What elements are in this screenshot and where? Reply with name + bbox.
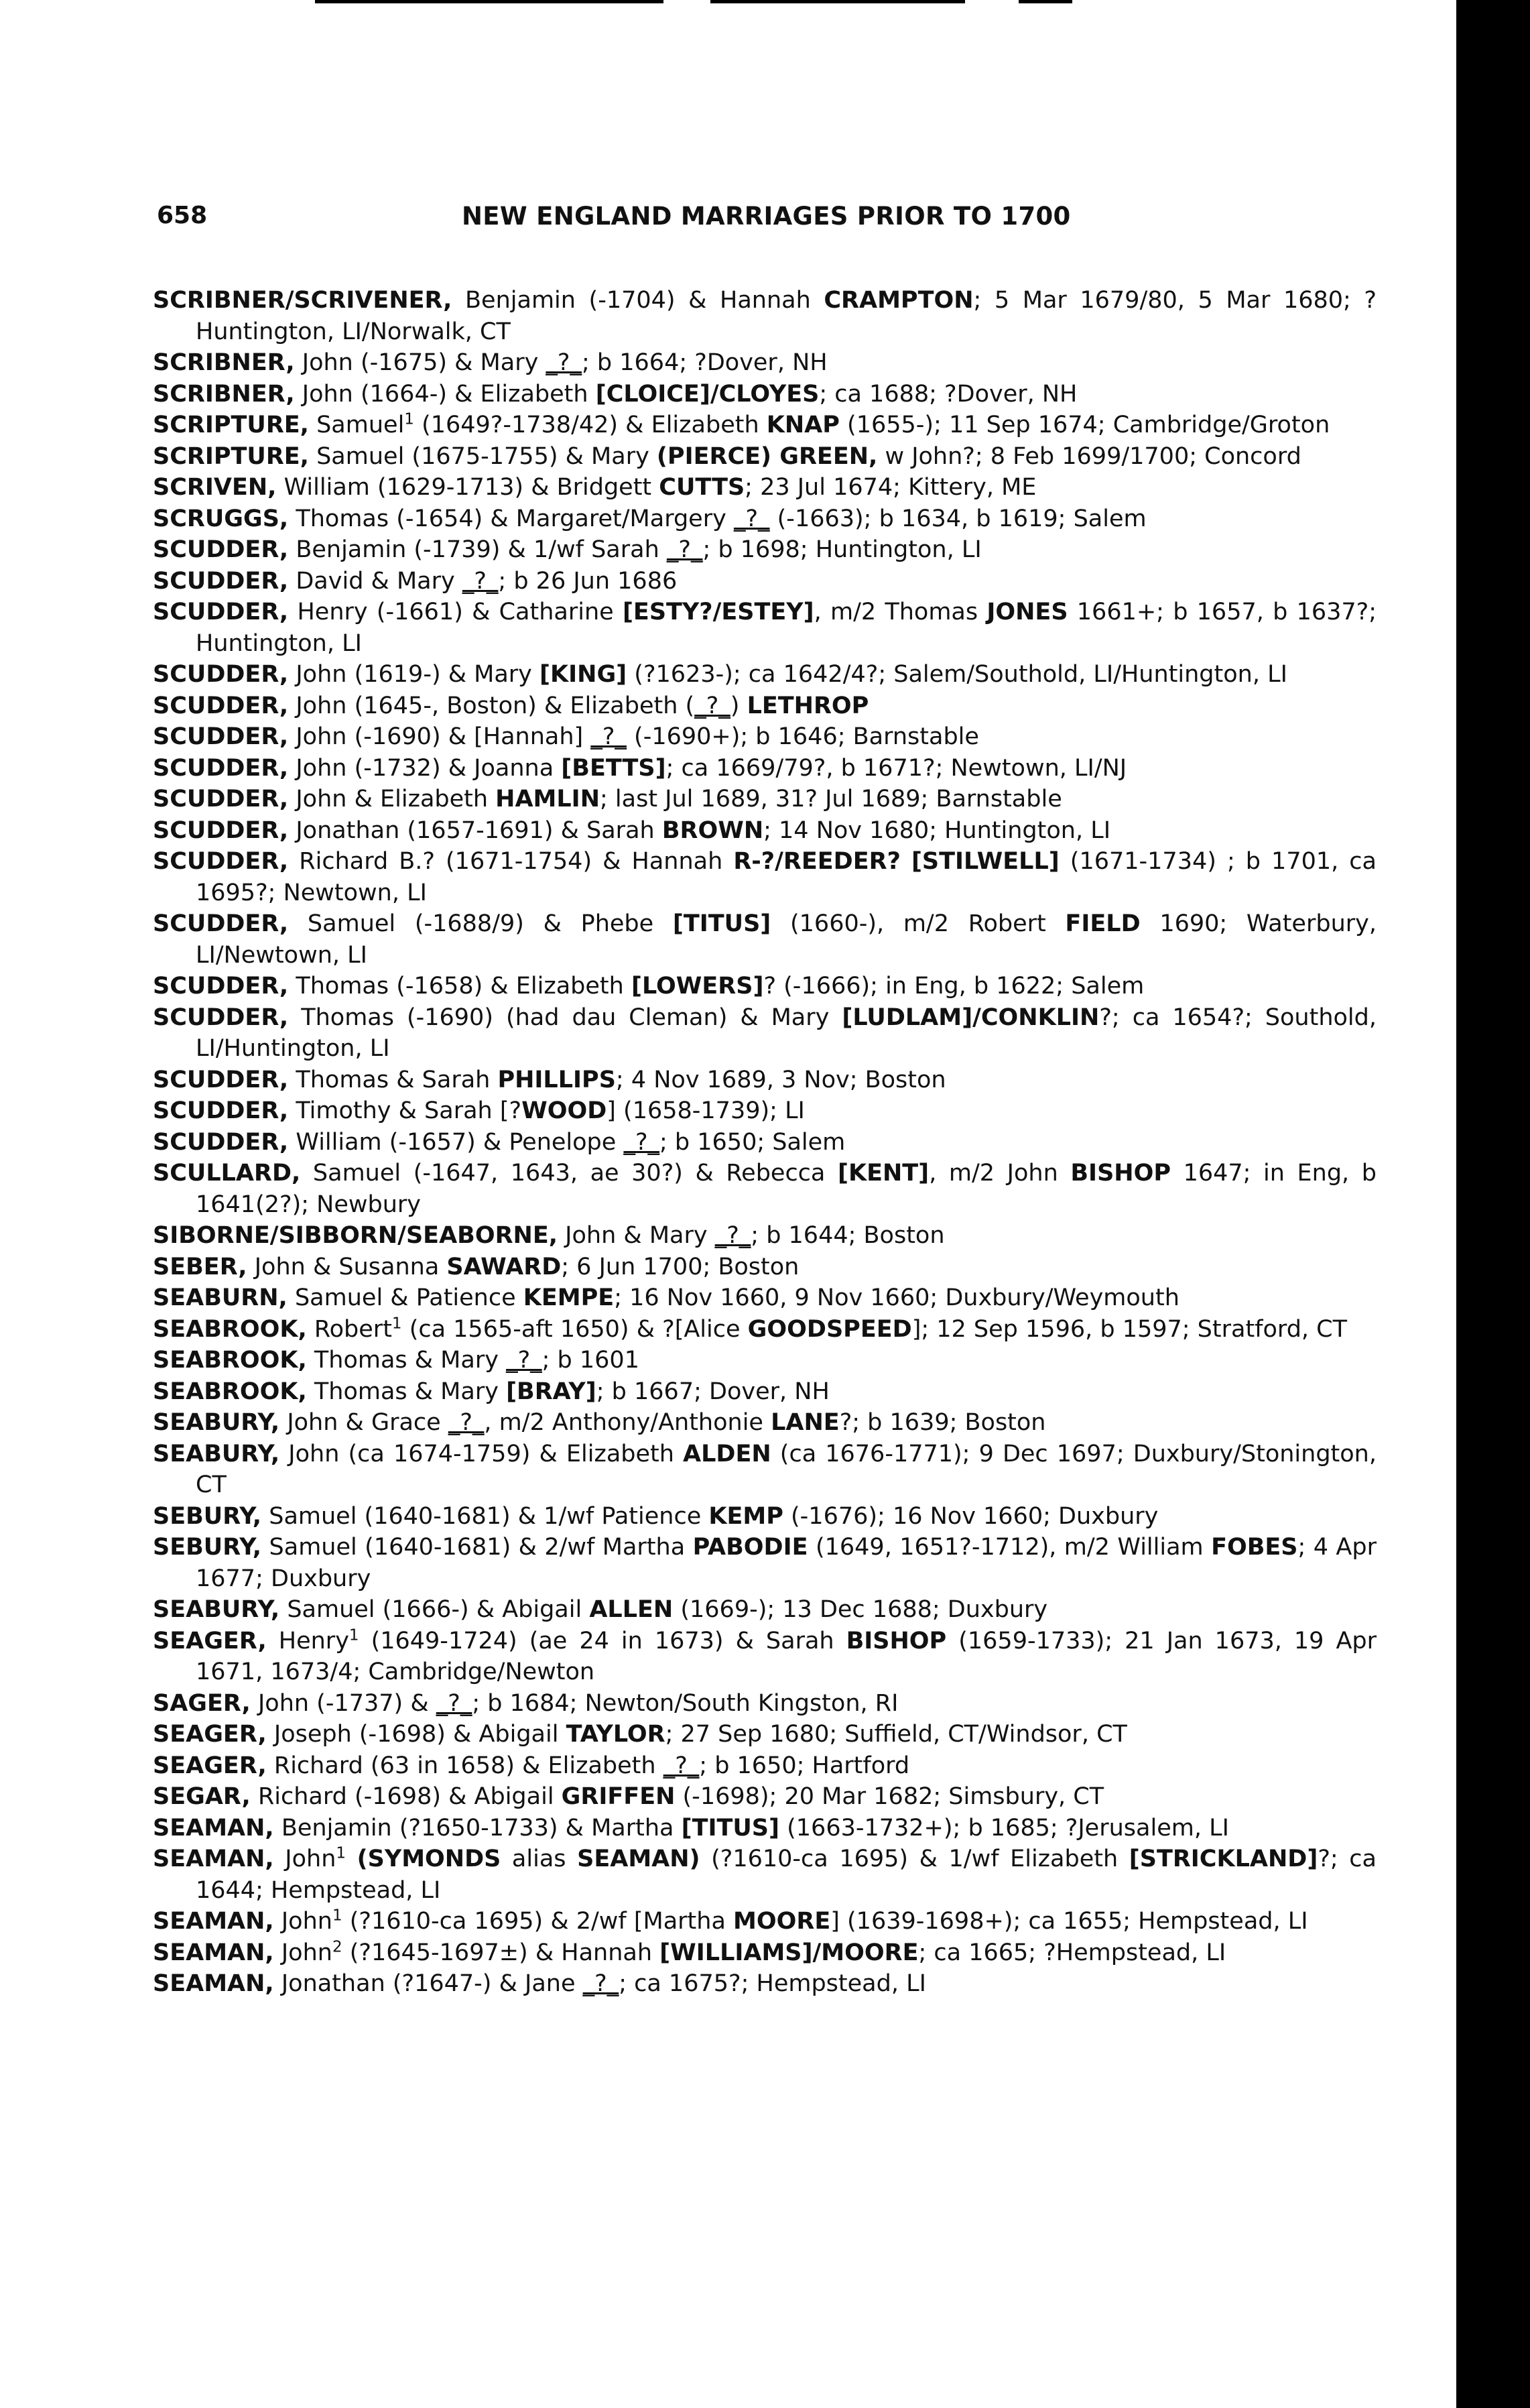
entry-text: Samuel (-1688/9) & Phebe: [288, 910, 673, 937]
unknown-name-blank: _?_: [506, 1347, 542, 1374]
entry-text: Benjamin (-1739) & 1/wf Sarah: [288, 536, 667, 563]
marriage-entry: [153, 503, 1377, 535]
entry-text: William (1629-1713) & Bridgett: [276, 474, 659, 501]
entry-text: Samuel: [308, 412, 405, 438]
scan-mark: [315, 0, 663, 3]
surname: [BRAY]: [506, 1378, 596, 1405]
entry-text: Thomas & Sarah: [288, 1066, 498, 1093]
surname: SIBORNE/SIBBORN/SEABORNE,: [153, 1222, 558, 1249]
entry-text: John & Susanna: [247, 1253, 447, 1280]
entry-text: Samuel (1666-) & Abigail: [279, 1596, 590, 1623]
marriage-entry: [153, 908, 1377, 971]
surname: SCUDDER,: [153, 599, 289, 625]
surname: SEBURY,: [153, 1502, 262, 1530]
marriage-entry: [153, 1065, 1377, 1096]
surname: HAMLIN: [495, 786, 600, 812]
entry-text: ; b 1698; Huntington, LI: [702, 536, 982, 563]
marriage-entry: [153, 1688, 1377, 1720]
surname: SAGER,: [153, 1689, 251, 1717]
surname: [TITUS]: [672, 910, 771, 937]
marriage-entry: [153, 1501, 1377, 1532]
entry-text: alias: [501, 1846, 578, 1872]
marriage-entry: [153, 1968, 1377, 2000]
entry-text: ; 4 Apr 1677; Duxbury: [196, 1534, 1377, 1592]
unknown-name-blank: _?_: [590, 723, 627, 750]
surname: SCUDDER,: [153, 1004, 289, 1031]
entry-text: ; last Jul 1689, 31? Jul 1689; Barnstable: [600, 786, 1062, 812]
marriage-entry: [153, 472, 1377, 503]
entry-text: Richard (63 in 1658) & Elizabeth: [266, 1752, 663, 1779]
marriage-entry: [153, 597, 1377, 659]
surname: GOODSPEED: [747, 1315, 912, 1343]
entry-text: Timothy & Sarah [?: [288, 1097, 522, 1124]
entry-text: (1649-1724) (ae 24 in 1673) & Sarah: [359, 1627, 846, 1654]
entry-text: Jonathan (?1647-) & Jane: [273, 1970, 583, 1997]
generation-superscript: 1: [336, 1844, 346, 1862]
unknown-name-blank: _?_: [694, 692, 730, 719]
surname: CRAMPTON: [824, 287, 974, 314]
entry-text: ; ca 1688; ?Dover, NH: [819, 380, 1078, 408]
unknown-name-blank: _?_: [448, 1409, 485, 1436]
surname: [LUDLAM]/CONKLIN: [842, 1004, 1100, 1031]
surname: [CLOICE]/CLOYES: [595, 380, 820, 408]
surname: SEAMAN,: [153, 1939, 274, 1966]
marriage-entry: [153, 721, 1377, 753]
entry-text: ; ca 1665; ?Hempstead, LI: [918, 1939, 1226, 1966]
marriage-entry: [153, 1813, 1377, 1844]
entry-text: Thomas & Mary: [306, 1347, 507, 1374]
surname: SCUDDER,: [153, 692, 289, 719]
entry-text: Jonathan (1657-1691) & Sarah: [288, 817, 662, 844]
surname: SEAMAN,: [153, 1814, 274, 1842]
marriage-entry: [153, 1719, 1377, 1750]
entry-text: (-1663); b 1634, b 1619; Salem: [769, 505, 1147, 532]
surname: SEAGER,: [153, 1752, 267, 1779]
generation-superscript: 1: [332, 1907, 342, 1925]
marriage-entry: [153, 534, 1377, 566]
marriage-entry: [153, 285, 1377, 347]
entry-text: Thomas (-1654) & Margaret/Margery: [288, 505, 734, 532]
entry-text: ?; b 1639; Boston: [839, 1409, 1046, 1436]
entry-text: (1659-1733); 21 Jan 1673, 19 Apr 1671, 1673/4; Cambridge/Newton: [196, 1627, 1377, 1685]
surname: SEAGER,: [153, 1721, 267, 1748]
scan-mark: [1019, 0, 1072, 3]
surname: [TITUS]: [681, 1814, 779, 1842]
marriage-entry: [153, 1781, 1377, 1813]
surname: PABODIE: [692, 1534, 808, 1561]
marriage-entry: [153, 1906, 1377, 1937]
entry-text: ; 16 Nov 1660, 9 Nov 1660; Duxbury/Weymouth: [614, 1284, 1180, 1311]
entry-text: (-1698); 20 Mar 1682; Simsbury, CT: [675, 1783, 1104, 1810]
generation-superscript: 1: [391, 1314, 402, 1332]
entry-text: Richard (-1698) & Abigail: [250, 1783, 562, 1810]
entry-text: John (-1737) &: [250, 1689, 436, 1717]
entry-text: [901, 848, 911, 875]
surname: SEAGER,: [153, 1627, 267, 1654]
entry-text: Samuel (1640-1681) & 1/wf Patience: [261, 1502, 709, 1530]
entry-text: Benjamin (-1704) & Hannah: [452, 287, 824, 314]
surname: BISHOP: [1070, 1160, 1171, 1187]
entry-text: (-1676); 16 Nov 1660; Duxbury: [783, 1502, 1159, 1530]
entry-text: (?1610-ca 1695) & 2/wf [Martha: [342, 1908, 734, 1935]
surname: ALLEN: [589, 1596, 674, 1623]
unknown-name-blank: _?_: [582, 1970, 619, 1997]
surname: SCRIPTURE,: [153, 442, 309, 470]
entry-text: ; b 1684; Newton/South Kingston, RI: [472, 1689, 899, 1717]
surname: SEAMAN,: [153, 1970, 274, 1997]
surname: SCUDDER,: [153, 1066, 289, 1093]
marriage-entry: [153, 971, 1377, 1002]
scan-edge-marks: [0, 0, 1456, 5]
marriage-entry: [153, 1220, 1377, 1252]
surname: [LOWERS]: [631, 973, 764, 1000]
marriage-entry: [153, 815, 1377, 847]
entry-text: Thomas (-1658) & Elizabeth: [288, 973, 631, 1000]
entry-text: (1660-), m/2 Robert: [771, 910, 1066, 937]
unknown-name-blank: _?_: [623, 1128, 660, 1156]
entry-text: Henry: [266, 1627, 349, 1654]
entry-text: (1649?-1738/42) & Elizabeth: [413, 412, 767, 438]
entry-text: ; b 1644; Boston: [751, 1222, 945, 1249]
entry-text: ; ca 1669/79?, b 1671?; Newtown, LI/NJ: [665, 754, 1127, 782]
surname: KEMPE: [523, 1284, 615, 1311]
entry-text: ? (-1666); in Eng, b 1622; Salem: [763, 973, 1145, 1000]
surname: SEBURY,: [153, 1534, 262, 1561]
surname: LETHROP: [747, 692, 869, 719]
marriage-entry: [153, 1532, 1377, 1594]
entry-text: Samuel (1675-1755) & Mary: [308, 442, 657, 470]
surname: SCRIPTURE,: [153, 412, 309, 438]
entry-text: ?; ca 1644; Hempstead, LI: [196, 1846, 1377, 1904]
surname: R-?/REEDER?: [733, 848, 901, 875]
marriage-entry: [153, 1376, 1377, 1408]
surname: PHILLIPS: [497, 1066, 616, 1093]
surname: SCUDDER,: [153, 754, 289, 782]
marriage-entry: [153, 441, 1377, 473]
entry-text: 1690; Waterbury, LI/Newtown, LI: [196, 910, 1377, 969]
marriage-entry: [153, 690, 1377, 722]
entry-text: John: [273, 1939, 332, 1966]
surname: SEABURN,: [153, 1284, 288, 1311]
surname: [WILLIAMS]/MOORE: [659, 1939, 919, 1966]
marriage-entry: [153, 347, 1377, 379]
entry-text: ; b 26 Jun 1686: [498, 567, 678, 595]
surname: SCUDDER,: [153, 536, 289, 563]
entry-text: ; b 1667; Dover, NH: [596, 1378, 830, 1405]
surname: SCUDDER,: [153, 786, 289, 812]
marriage-entry: [153, 1158, 1377, 1220]
surname: JONES: [986, 599, 1068, 625]
entry-text: (1663-1732+); b 1685; ?Jerusalem, LI: [779, 1814, 1229, 1842]
unknown-name-blank: _?_: [546, 349, 582, 376]
surname: SCUDDER,: [153, 1097, 289, 1124]
entry-text: (1655-); 11 Sep 1674; Cambridge/Groton: [839, 412, 1330, 438]
surname: SCRIBNER/SCRIVENER,: [153, 287, 452, 314]
entry-text: ; ca 1675?; Hempstead, LI: [619, 1970, 926, 1997]
marriage-entry: [153, 1002, 1377, 1065]
marriage-entry: [153, 566, 1377, 597]
surname: KNAP: [766, 412, 840, 438]
marriage-entry: [153, 1844, 1377, 1906]
surname: SEAMAN,: [153, 1846, 274, 1872]
surname: SEABROOK,: [153, 1347, 307, 1374]
entry-text: ; 23 Jul 1674; Kittery, ME: [745, 474, 1037, 501]
surname: KEMP: [708, 1502, 783, 1530]
surname: CUTTS: [659, 474, 745, 501]
entry-text: (?1623-); ca 1642/4?; Salem/Southold, LI/Huntington, LI: [627, 661, 1287, 688]
entry-text: ; b 1664; ?Dover, NH: [582, 349, 828, 376]
entry-text: [346, 1846, 357, 1872]
entry-text: (1669-); 13 Dec 1688; Duxbury: [673, 1596, 1048, 1623]
surname: SEABURY,: [153, 1440, 280, 1467]
surname: SEGAR,: [153, 1783, 251, 1810]
surname: SAWARD: [446, 1253, 562, 1280]
surname: LANE: [771, 1409, 840, 1436]
surname: SCUDDER,: [153, 661, 289, 688]
marriage-entry: [153, 1626, 1377, 1688]
marriage-entry: [153, 846, 1377, 908]
generation-superscript: 1: [348, 1626, 359, 1644]
marriage-entry: [153, 1252, 1377, 1283]
entry-text: John & Mary: [558, 1222, 715, 1249]
entry-text: Samuel (-1647, 1643, ae 30?) & Rebecca: [300, 1160, 838, 1187]
marriage-entry: [153, 1407, 1377, 1439]
surname: SEAMAN,: [153, 1908, 274, 1935]
marriage-entry: [153, 784, 1377, 815]
marriage-entry: [153, 1127, 1377, 1158]
entry-text: ?; ca 1654?; Southold, LI/Huntington, LI: [196, 1004, 1377, 1062]
entry-text: John (-1675) & Mary: [294, 349, 546, 376]
surname: SEBER,: [153, 1253, 247, 1280]
entry-text: (-1690+); b 1646; Barnstable: [626, 723, 979, 750]
entry-text: (1671-1734) ; b 1701, ca 1695?; Newtown, LI: [196, 848, 1377, 906]
entry-text: ] (1658-1739); LI: [607, 1097, 805, 1124]
surname: SCRIBNER,: [153, 380, 295, 408]
surname: SCUDDER,: [153, 723, 289, 750]
entry-text: Samuel & Patience: [287, 1284, 523, 1311]
marriage-entry: [153, 1594, 1377, 1626]
entry-text: 1661+; b 1657, b 1637?; Huntington, LI: [196, 599, 1377, 657]
surname: ALDEN: [683, 1440, 771, 1467]
entry-text: (ca 1565-aft 1650) & ?[Alice: [401, 1315, 748, 1343]
surname: TAYLOR: [566, 1721, 665, 1748]
unknown-name-blank: _?_: [663, 1752, 700, 1779]
marriage-entry: [153, 1439, 1377, 1501]
surname: [BETTS]: [561, 754, 666, 782]
entry-text: Thomas & Mary: [306, 1378, 507, 1405]
surname: MOORE: [733, 1908, 831, 1935]
marriage-entries-list: [153, 285, 1377, 2000]
page-number: 658: [157, 202, 208, 229]
marriage-entry: [153, 659, 1377, 690]
entry-text: , m/2 Thomas: [814, 599, 987, 625]
entry-text: John (ca 1674-1759) & Elizabeth: [279, 1440, 684, 1467]
entry-text: (1649, 1651?-1712), m/2 William: [808, 1534, 1212, 1561]
entry-text: ] (1639-1698+); ca 1655; Hempstead, LI: [830, 1908, 1308, 1935]
entry-text: Robert: [306, 1315, 392, 1343]
entry-text: John: [273, 1908, 332, 1935]
entry-text: ; b 1650; Hartford: [699, 1752, 910, 1779]
entry-text: Henry (-1661) & Catharine: [288, 599, 623, 625]
surname: [KING]: [539, 661, 627, 688]
entry-text: John: [273, 1846, 336, 1872]
entry-text: John & Elizabeth: [288, 786, 496, 812]
entry-text: (ca 1676-1771); 9 Dec 1697; Duxbury/Stonington, CT: [196, 1440, 1377, 1498]
entry-text: William (-1657) & Penelope: [288, 1128, 624, 1156]
entry-text: John (-1732) & Joanna: [288, 754, 562, 782]
surname: SCRUGGS,: [153, 505, 289, 532]
entry-text: ; 6 Jun 1700; Boston: [561, 1253, 800, 1280]
surname: SCULLARD,: [153, 1160, 301, 1187]
surname: SCUDDER,: [153, 817, 289, 844]
surname: GRIFFEN: [561, 1783, 676, 1810]
marriage-entry: [153, 379, 1377, 410]
marriage-entry: [153, 1314, 1377, 1345]
entry-text: John (1645-, Boston) & Elizabeth (: [288, 692, 695, 719]
scan-mark: [710, 0, 965, 3]
running-head-title: NEW ENGLAND MARRIAGES PRIOR TO 1700: [462, 202, 1071, 231]
surname: [KENT]: [837, 1160, 930, 1187]
entry-text: , m/2 John: [929, 1160, 1071, 1187]
entry-text: ; 5 Mar 1679/80, 5 Mar 1680; ?Huntington, LI/Norwalk, CT: [196, 287, 1377, 345]
marriage-entry: [153, 1095, 1377, 1127]
entry-text: ; 4 Nov 1689, 3 Nov; Boston: [615, 1066, 946, 1093]
generation-superscript: 1: [404, 410, 414, 428]
unknown-name-blank: _?_: [714, 1222, 751, 1249]
unknown-name-blank: _?_: [462, 567, 499, 595]
marriage-entry: [153, 1937, 1377, 1969]
entry-text: ; b 1650; Salem: [659, 1128, 846, 1156]
unknown-name-blank: _?_: [733, 505, 770, 532]
marriage-entry: [153, 1750, 1377, 1782]
surname: SEABROOK,: [153, 1378, 307, 1405]
surname: SEAMAN): [577, 1846, 700, 1872]
surname: BISHOP: [846, 1627, 947, 1654]
entry-text: ]; 12 Sep 1596, b 1597; Stratford, CT: [911, 1315, 1347, 1343]
unknown-name-blank: _?_: [666, 536, 703, 563]
entry-text: ; b 1601: [541, 1347, 639, 1374]
surname: SCUDDER,: [153, 973, 289, 1000]
surname: (PIERCE) GREEN,: [656, 442, 878, 470]
surname: (SYMONDS: [357, 1846, 501, 1872]
surname: SCUDDER,: [153, 1128, 289, 1156]
entry-text: Samuel (1640-1681) & 2/wf Martha: [261, 1534, 693, 1561]
entry-text: Richard B.? (1671-1754) & Hannah: [288, 848, 734, 875]
surname: FOBES: [1211, 1534, 1298, 1561]
marriage-entry: [153, 410, 1377, 441]
entry-text: ): [730, 692, 747, 719]
entry-text: John (1619-) & Mary: [288, 661, 540, 688]
entry-text: w John?; 8 Feb 1699/1700; Concord: [877, 442, 1301, 470]
entry-text: John (-1690) & [Hannah]: [288, 723, 591, 750]
entry-text: David & Mary: [288, 567, 462, 595]
surname: FIELD: [1065, 910, 1141, 937]
entry-text: Joseph (-1698) & Abigail: [266, 1721, 566, 1748]
entry-text: (?1610-ca 1695) & 1/wf Elizabeth: [700, 1846, 1129, 1872]
surname: SCRIVEN,: [153, 474, 277, 501]
entry-text: Thomas (-1690) (had dau Cleman) & Mary: [288, 1004, 842, 1031]
surname: SCUDDER,: [153, 848, 289, 875]
marriage-entry: [153, 753, 1377, 784]
page-header: [157, 198, 1390, 238]
surname: SEABROOK,: [153, 1315, 307, 1343]
entry-text: Benjamin (?1650-1733) & Martha: [273, 1814, 682, 1842]
marriage-entry: [153, 1282, 1377, 1314]
surname: SEABURY,: [153, 1409, 280, 1436]
surname: [ESTY?/ESTEY]: [622, 599, 814, 625]
unknown-name-blank: _?_: [436, 1689, 472, 1717]
surname: SCRIBNER,: [153, 349, 295, 376]
generation-superscript: 2: [332, 1937, 342, 1955]
scan-dark-margin: [1456, 0, 1530, 2408]
surname: SEABURY,: [153, 1596, 280, 1623]
entry-text: 1647; in Eng, b 1641(2?); Newbury: [196, 1160, 1377, 1218]
entry-text: John & Grace: [279, 1409, 448, 1436]
surname: SCUDDER,: [153, 567, 289, 595]
entry-text: ; 27 Sep 1680; Suffield, CT/Windsor, CT: [665, 1721, 1127, 1748]
surname: [STILWELL]: [911, 848, 1060, 875]
entry-text: ; 14 Nov 1680; Huntington, LI: [763, 817, 1111, 844]
entry-text: , m/2 Anthony/Anthonie: [484, 1409, 771, 1436]
entry-text: (?1645-1697±) & Hannah: [342, 1939, 660, 1966]
surname: BROWN: [661, 817, 764, 844]
surname: [STRICKLAND]: [1129, 1846, 1318, 1872]
marriage-entry: [153, 1345, 1377, 1376]
entry-text: John (1664-) & Elizabeth: [294, 380, 596, 408]
surname: WOOD: [521, 1097, 607, 1124]
surname: SCUDDER,: [153, 910, 289, 937]
